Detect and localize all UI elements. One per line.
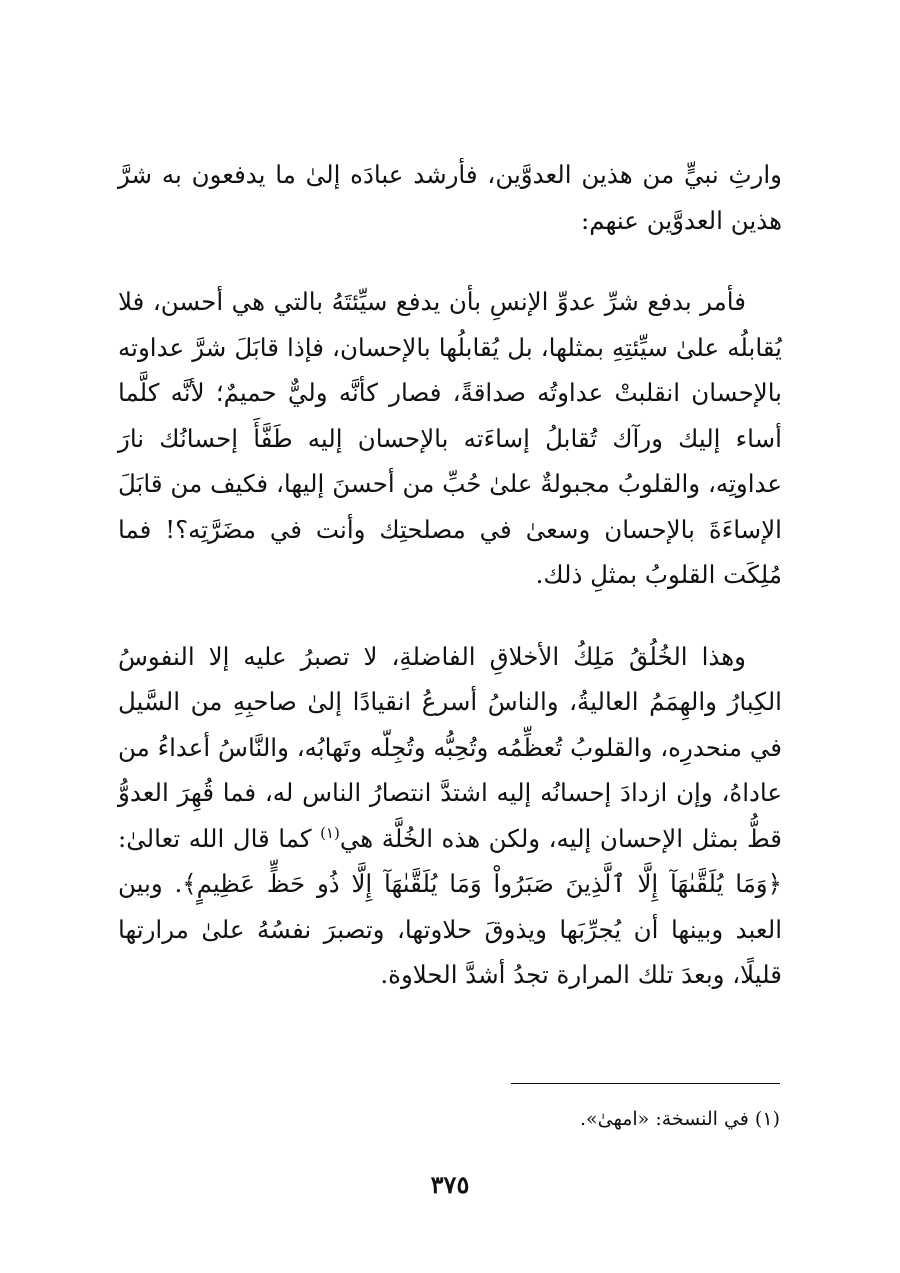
paragraph-3-part-2: كما قال الله تعالىٰ: ﴿وَمَا يُلَقَّىٰهَآ إِلَّا ٱلَّذِينَ صَبَرُواْ وَمَا يُلَقَّىٰهَآ إِلَّا ذُو حَظٍّ عَظِيمٍ﴾. وبين العبد وبينها أن يُجرِّبَها ويذوقَ حلاوتها، وتصبرَ نفسُهُ علىٰ مرارتها قليلًا، وبعدَ تلك المرارة تجدُ أشدَّ الحلاوة. <box>118 823 782 989</box>
paragraph-3 <box>118 634 782 998</box>
footnote-divider <box>511 1083 780 1084</box>
main-text <box>118 152 782 1034</box>
paragraph-2: فأمر بدفع شرِّ عدوِّ الإنسِ بأن يدفع سيِّئتَهُ بالتي هي أحسن، فلا يُقابلُه علىٰ سيِّئتِهِ بمثلها، بل يُقابلُها بالإحسان، فإذا قابَلَ شرَّ عداوته بالإحسان انقلبتْ عداوتُه صداقةً، فصار كأنَّه وليٌّ حميمٌ؛ لأنَّه كلَّما أساء إليك ورآك تُقابلُ إساءَته بالإحسان إليه طَفَّأَ إحسانُك نارَ عداوتِه، والقلوبُ مجبولةٌ علىٰ حُبِّ من أحسنَ إليها، فكيف من قابَلَ الإساءَةَ بالإحسان وسعىٰ في مصلحتِك وأنت في مضَرَّتِه؟! فما مُلِكَت القلوبُ بمثلِ ذلك. <box>118 287 782 589</box>
paragraph-1: وارثِ نبيٍّ من هذين العدوَّين، فأرشد عبادَه إلىٰ ما يدفعون به شرَّ هذين العدوَّين عنهم: <box>118 160 782 235</box>
paragraph-3-part-1: وهذا الخُلُقُ مَلِكُ الأخلاقِ الفاضلةِ، لا تصبرُ عليه إلا النفوسُ الكِبارُ والهِمَمُ العاليةُ، والناسُ أسرعُ انقيادًا إلىٰ صاحبِهِ من السَّيل في منحدرِه، والقلوبُ تُعظِّمُه وتُحِبُّه وتُجِلّه وتَهابُه، والنَّاسُ أعداءُ من عاداهُ، وإن ازدادَ إحسانُه إليه اشتدَّ انتصارُ الناس له، فما قُهِرَ العدوُّ قطُّ بمثل الإحسان إليه، ولكن هذه الخُلَّة هي <box>118 641 782 853</box>
footnote-marker: (١) <box>320 823 340 842</box>
footnote: (١) في النسخة: «امهىٰ». <box>579 1108 780 1130</box>
page-number: ٣٧٥ <box>430 1170 470 1199</box>
